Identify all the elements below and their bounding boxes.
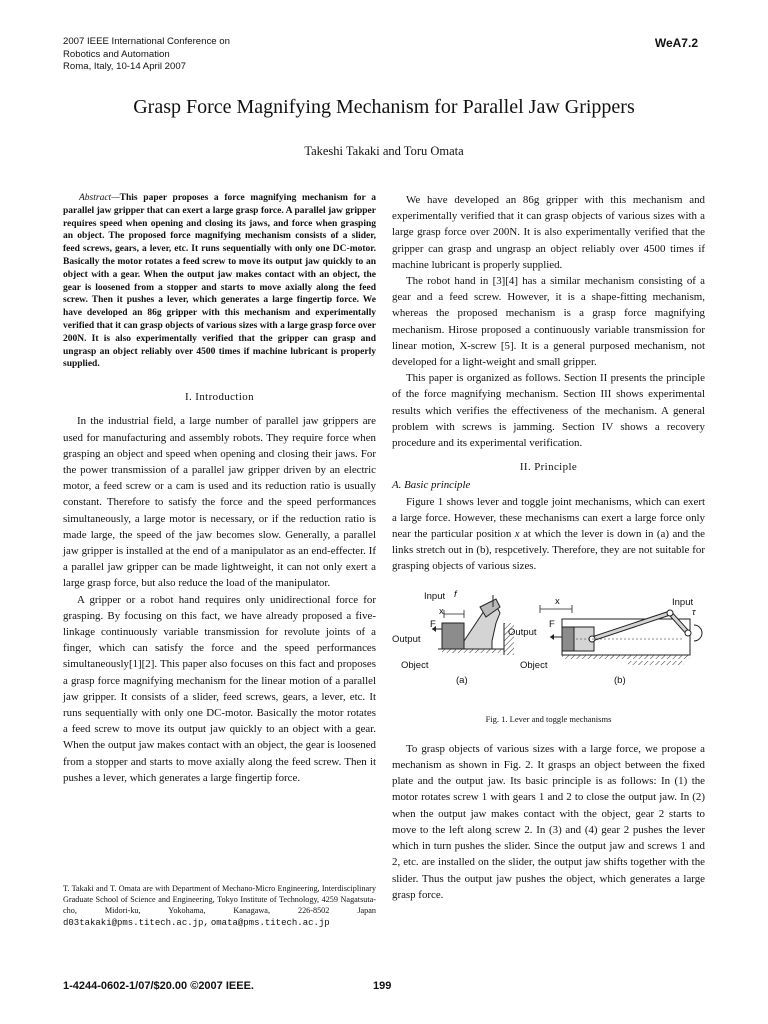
footnote-email: d03takaki@pms.titech.ac.jp, — [63, 917, 209, 928]
paragraph: To grasp objects of various sizes with a large force, we propose a mechanism as shown in Fig. 2. It grasps an object between the fixed plate and the output jaw. Its basic principle is as follows: In (1) the motor rotates screw 1 with gears 1 and 2 to close the output jaw. In (2) when the output jaw makes contact with the object, gear 2 starts to move to the left along screw 2. In (3) and (4) gear 2 pushes the lever which in turn pushes the slider. Since the output jaw and screws 1 and 2, etc. are installed on the slider, the output jaw shifts together with the slider. Thus the output jaw pushes the object, which generates a large grasp force. — [392, 742, 705, 901]
paragraph: The robot hand in [3][4] has a similar mechanism consisting of a gear and a feed screw. However, it is a shape-fitting mechanism, whereas the proposed mechanism is a grasp force magnifying mechanism. Hirose proposed a continuously variable transmission for linear motion, X-screw [5]. It is a general purposed mechanism, not developed for a light-weight and small gripper. — [392, 275, 705, 369]
author-footnote — [63, 883, 376, 929]
paragraph: This paper is organized as follows. Section II presents the principle of the force magnifying mechanism. Section III shows experimental results which verifies the effectiveness of the mechanism. A general problem with screws is jamming. Section IV shows a recovery procedure and its experimental verification. — [392, 372, 705, 450]
abstract-text: This paper proposes a force magnifying mechanism for a parallel jaw gripper that can exert a large grasp force. A parallel jaw gripper requires speed when opening and closing its jaws, and force when grasping an object. The proposed force magnifying mechanism consists of a slider, feed screws, gears, a lever, etc. It runs sequentially with only one DC-motor. Basically the motor rotates a feed screw to move its output jaw quickly to an object with a gear. When the output jaw makes contact with an object, the gear is loosened from a stopper and starts to move axially along the feed screw. Then it pushes a lever, which generates a large fingertip force. We have developed an 86g gripper with this mechanism and experimentally verified that it can grasp objects of various sizes with a large grasp force over 200N. It is also experimentally verified that the gripper can grasp and ungrasp an object reliably over 4500 times if machine lubricant is properly supplied. — [63, 193, 376, 370]
abstract-lead: Abstract — [79, 193, 112, 203]
figure-label: Output — [392, 633, 421, 645]
paragraph: In the industrial field, a large number of parallel jaw grippers are used for manufacturing and assembly robots. They require force when grasping an object and speed when opening and closing their jaws. For the power transmission of a parallel jaw gripper driven by an electric motor, a feed screw or a cam is used and its reduction ratio is usually constant. Therefore to satisfy the force and the speed performances simultaneously, a large motor is necessary, or if the reduction ratio is made large, the speed of the jaw becomes slow. Generally, a parallel jaw gripper is installed at the end of a manipulator as an end-effecter. If a parallel jaw gripper can be made lightweight, it can not only exert a large grasp force, but also reduce the load of the manipulator. — [63, 415, 376, 590]
figure-label: x — [555, 595, 560, 607]
figure-label: τ — [692, 606, 696, 618]
conference-line: Roma, Italy, 10-14 April 2007 — [63, 61, 187, 72]
figure-label: x — [439, 605, 444, 617]
paragraph: A gripper or a robot hand requires only unidirectional force for grasping. By focusing on this fact, we have already proposed a five-linkage continuously variable transmission for revolute joints of a finger, which can satisfy the force and the speed performances simultaneously[1][2]. This paper also focuses on this fact and proposes a grasp force magnifying mechanism for the linear motion of a parallel jaw gripper. It consists of a slider, feed screws, gears, a lever, etc. It runs sequentially with only one DC-motor. Basically the motor rotates a feed screw to move its output jaw quickly to an object with a gear. When the output jaw makes contact with an object, the gear is loosened from a stopper and starts to move axially along the feed screw. Then it pushes a lever, which generates a large fingertip force. — [63, 593, 376, 784]
figure-label: (b) — [614, 674, 626, 686]
figure-label: Object — [401, 659, 429, 671]
footnote-text: T. Takaki and T. Omata are with Department of Mechano-Micro Engineering, Interdisciplinary Graduate School of Science and Engineering, Tokyo Institute of Technology, 4259 Nagatsuta-cho, Midori-ku, Yokohama, Kanagawa, 226-8502 Japan — [63, 884, 376, 916]
figure-caption: Fig. 1. Lever and toggle mechanisms — [485, 713, 612, 724]
figure-label: Input — [424, 590, 446, 602]
copyright-notice: 1-4244-0602-1/07/$20.00 ©2007 IEEE. — [63, 980, 254, 992]
paragraph — [392, 494, 705, 575]
paragraph-text: Figure 1 shows lever and toggle joint mechanisms, which can exert a large force. However, these mechanisms can exert a large force only near the particular position — [392, 495, 705, 541]
right-column — [392, 192, 705, 903]
figure-label: Input — [672, 596, 694, 608]
conference-line: Robotics and Automation — [63, 48, 170, 60]
session-code: WeA7.2 — [654, 36, 698, 50]
left-column — [63, 192, 376, 786]
paragraph-text: at which the lever is down in (a) and the links stretch out in (b), respcetively. Therefore, they are not suitable for grasping objects of various sizes. — [392, 528, 705, 573]
toggle-mechanism-diagram — [540, 605, 702, 665]
figure-label: Object — [520, 659, 548, 671]
conference-line: 2007 IEEE International Conference on — [63, 36, 230, 47]
section-heading-introduction: I. Introduction — [185, 391, 254, 404]
subsection-heading: A. Basic principle — [392, 479, 471, 492]
figure-lever-toggle — [392, 583, 705, 703]
paper-title: Grasp Force Magnifying Mechanism for Parallel Jaw Grippers — [133, 96, 635, 118]
figure-label: F — [430, 618, 436, 630]
figure-label: (a) — [456, 674, 468, 686]
figure-label: Output — [508, 626, 537, 638]
conference-header — [63, 36, 230, 74]
abstract — [63, 192, 376, 371]
abstract-dash: — — [111, 193, 120, 203]
section-heading-principle: II. Principle — [519, 461, 578, 474]
paper-authors: Takeshi Takaki and Toru Omata — [304, 144, 464, 158]
page-number: 199 — [373, 980, 392, 992]
figure-label: F — [549, 618, 555, 630]
footnote-email: omata@pms.titech.ac.jp — [210, 917, 330, 928]
math-variable: x — [514, 528, 520, 541]
figure-label: f — [454, 588, 457, 600]
paragraph: We have developed an 86g gripper with this mechanism and experimentally verified that it can grasp objects of various sizes with a large grasp force over 200N. It is also experimentally verified that the gripper can grasp and ungrasp an object reliably over 4500 times if machine lubricant is properly supplied. — [392, 194, 705, 271]
